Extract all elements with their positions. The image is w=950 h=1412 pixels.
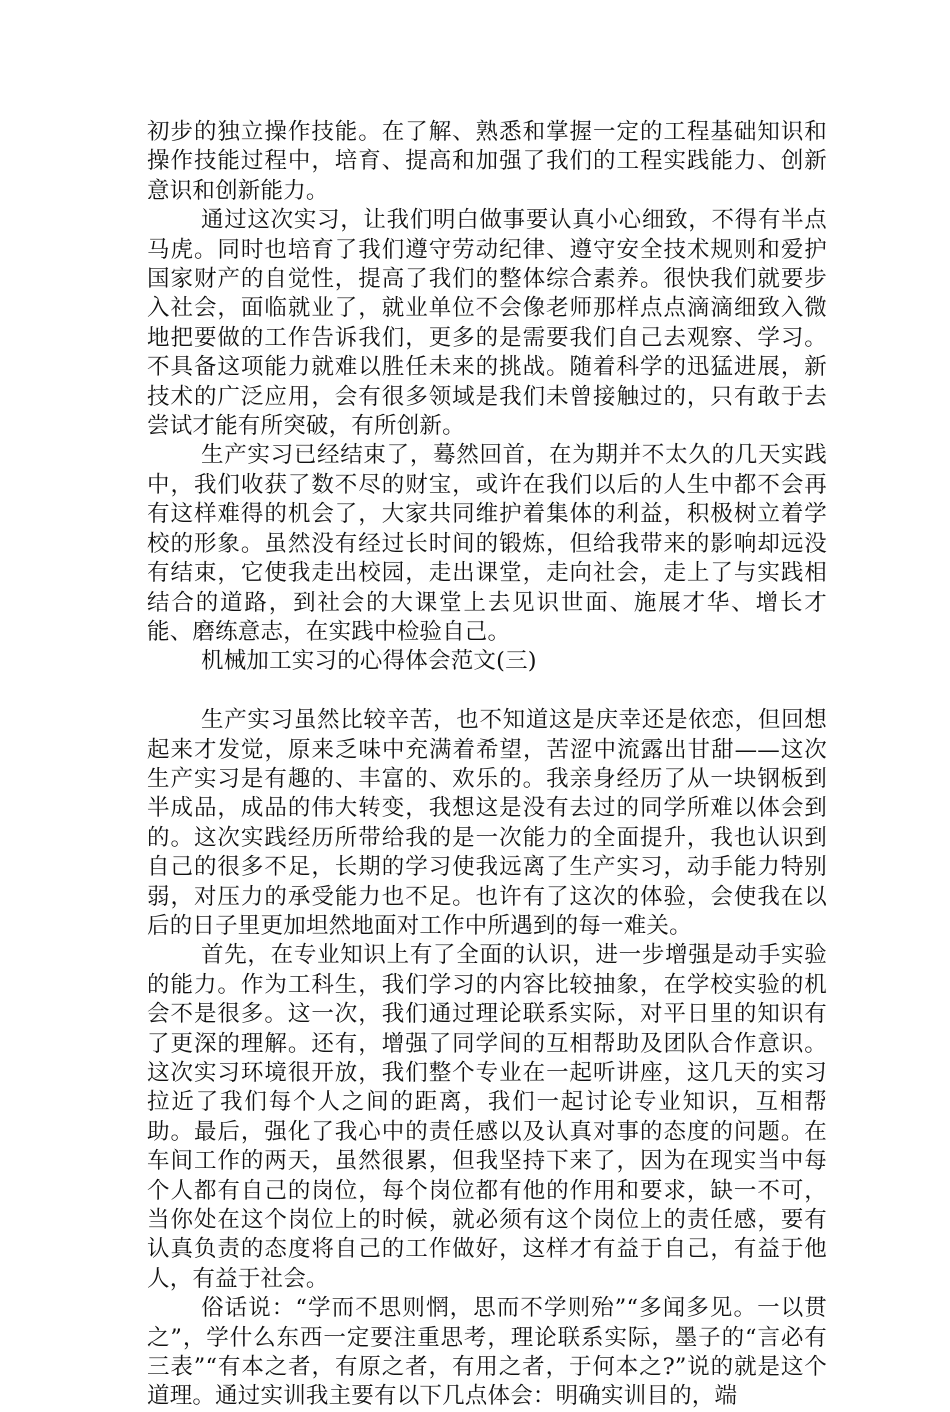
section-heading: 机械加工实习的心得体会范文(三): [201, 648, 537, 675]
paragraph-3: 生产实习已经结束了，蓦然回首，在为期并不太久的几天实践中，我们收获了数不尽的财宝，或许在我们以后的人生中都不会再有这样难得的机会了，大家共同维护着集体的利益，积极树立着学校的形象。虽然没有经过长时间的锻炼，但给我带来的影响却远没有结束，它使我走出校园，走出课堂，走向社会，走上了与实践相结合的道路，到社会的大课堂上去见识世面、施展才华、增长才能、磨练意志，在实践中检验自己。: [147, 442, 827, 645]
paragraph-6: 俗话说：“学而不思则惘，思而不学则殆”“多闻多见。一以贯之”，学什么东西一定要注重思考，理论联系实际，墨子的“言必有三表”“有本之者，有原之者，有用之者，于何本之?”说的就是这个道理。通过实训我主要有以下几点体会：明确实训目的，端: [147, 1295, 827, 1410]
paragraph-1: 初步的独立操作技能。在了解、熟悉和掌握一定的工程基础知识和操作技能过程中，培育、提高和加强了我们的工程实践能力、创新意识和创新能力。: [147, 119, 827, 204]
paragraph-4: 生产实习虽然比较辛苦，也不知道这是庆幸还是依恋，但回想起来才发觉，原来乏味中充满着希望，苦涩中流露出甘甜——这次生产实习是有趣的、丰富的、欢乐的。我亲身经历了从一块钢板到半成品，成品的伟大转变，我想这是没有去过的同学所难以体会到的。这次实践经历所带给我的是一次能力的全面提升，我也认识到自己的很多不足，长期的学习使我远离了生产实习，动手能力特别弱，对压力的承受能力也不足。也许有了这次的体验，会使我在以后的日子里更加坦然地面对工作中所遇到的每一难关。: [147, 707, 827, 939]
paragraph-5: 首先，在专业知识上有了全面的认识，进一步增强是动手实验的能力。作为工科生，我们学习的内容比较抽象，在学校实验的机会不是很多。这一次，我们通过理论联系实际，对平日里的知识有了更深的理解。还有，增强了同学间的互相帮助及团队合作意识。这次实习环境很开放，我们整个专业在一起听讲座，这几天的实习拉近了我们每个人之间的距离，我们一起讨论专业知识，互相帮助。最后，强化了我心中的责任感以及认真对事的态度的问题。在车间工作的两天，虽然很累，但我坚持下来了，因为在现实当中每个人都有自己的岗位，每个岗位都有他的作用和要求，缺一不可，当你处在这个岗位上的时候，就必须有这个岗位上的责任感，要有认真负责的态度将自己的工作做好，这样才有益于自己，有益于他人，有益于社会。: [147, 942, 827, 1292]
blank-line: [147, 677, 827, 706]
paragraph-2: 通过这次实习，让我们明白做事要认真小心细致，不得有半点马虎。同时也培育了我们遵守劳动纪律、遵守安全技术规则和爱护国家财产的自觉性，提高了我们的整体综合素养。很快我们就要步入社会，面临就业了，就业单位不会像老师那样点点滴滴细致入微地把要做的工作告诉我们，更多的是需要我们自己去观察、学习。不具备这项能力就难以胜任未来的挑战。随着科学的迅猛进展，新技术的广泛应用，会有很多领域是我们未曾接触过的，只有敢于去尝试才能有所突破，有所创新。: [147, 207, 827, 440]
document-body: [147, 118, 827, 1412]
